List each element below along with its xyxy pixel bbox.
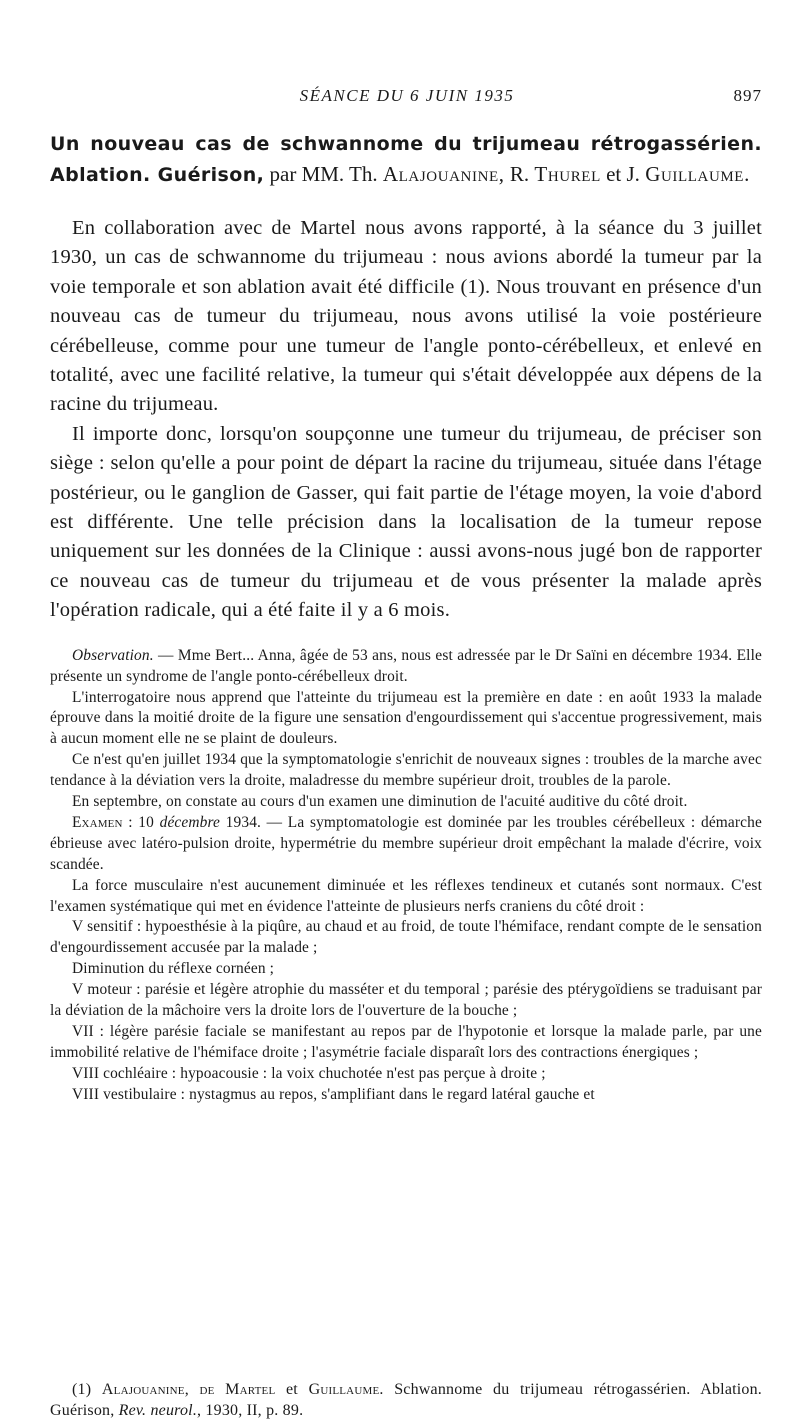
title-par: par MM. Th.	[269, 162, 378, 186]
examen-label: Examen	[72, 813, 123, 831]
observation-paragraph-4: En septembre, on constate au cours d'un examen une diminution de l'acuité auditive du côté droit.	[72, 793, 688, 811]
footnote-authors: Alajouanine, de Martel	[101, 1381, 276, 1398]
footnote-et: et	[275, 1381, 309, 1398]
observation-label: Observation.	[72, 646, 154, 664]
article-title	[50, 128, 762, 190]
observation-paragraph-1	[50, 646, 762, 688]
examen-date: décembre	[159, 813, 221, 831]
observation-paragraph-11: VIII cochléaire : hypoacousie : la voix chuchotée n'est pas perçue à droite ;	[72, 1064, 546, 1082]
author-initial-r: R.	[509, 162, 530, 186]
examen-paragraph	[50, 813, 762, 876]
footnote-title: Schwannome du trijumeau rétrogassérien. Ablation. Guérison,	[50, 1381, 763, 1419]
title-main: Un nouveau cas de schwannome du trijumeau rétrogassérien. Ablation. Guérison,	[50, 133, 762, 186]
running-header	[52, 86, 762, 114]
running-title: SÉANCE DU 6 JUIN 1935	[299, 86, 515, 105]
author-guillaume: Guillaume.	[645, 162, 750, 186]
examen-sep: : 10	[122, 813, 160, 831]
author-alajouanine: Alajouanine,	[382, 162, 505, 186]
examen-text: 1934. — La symptomatologie est dominée par les troubles cérébelleux : démarche ébrieuse avec latéro-pulsion droite, hypermétrie du membre supérieur droit empêchant la malade d'écrire, voix scandée.	[50, 813, 762, 873]
observation-intro: — Mme Bert... Anna, âgée de 53 ans, nous est adressée par le Dr Saïni en décembre 1934. Elle présente un syndrome de l'angle ponto-cérébelleux droit.	[50, 646, 762, 685]
footnote-number: (1)	[72, 1381, 92, 1398]
page-number: 897	[733, 86, 762, 105]
observation-paragraph-7: V sensitif : hypoesthésie à la piqûre, au chaud et au froid, de toute l'hémiface, rendant compte de le sensation d'engourdissement accusée par la malade ;	[50, 918, 762, 957]
observation-paragraph-12: VIII vestibulaire : nystagmus au repos, s'amplifiant dans le regard latéral gauche et	[72, 1085, 595, 1103]
article	[50, 128, 762, 1106]
footnote-reference: , 1930, II, p. 89.	[197, 1402, 304, 1419]
observation-paragraph-2: L'interrogatoire nous apprend que l'atteinte du trijumeau est la première en date : en août 1933 la malade éprouve dans la moitié droite de la figure une sensation d'engourdissement qui s'accentue progressivement, mais à aucun moment elle ne se plaint de douleurs.	[50, 688, 762, 748]
author-thurel: Thurel	[534, 162, 601, 186]
footnote-author3: Guillaume.	[308, 1381, 384, 1398]
observation-paragraph-10: VII : légère parésie faciale se manifestant au repos par de l'hypotonie et lorsque la malade parle, par une immobilité relative de l'hémiface droite ; l'asymétrie faciale disparaît lors des contractions énergiques ;	[50, 1023, 762, 1061]
title-et: et	[606, 162, 622, 186]
observation-paragraph-9: V moteur : parésie et légère atrophie du masséter et du temporal ; parésie des ptérygoïdiens se traduisant par la déviation de la mâchoire vers la droite lors de l'ouverture de la bouche ;	[50, 981, 762, 1020]
body-paragraph-1: En collaboration avec de Martel nous avons rapporté, à la séance du 3 juillet 1930, un cas de schwannome du trijumeau : nous avions abordé la tumeur par la voie temporale et son ablation avait été difficile (1). Nous trouvant en présence d'un nouveau cas de tumeur du trijumeau, nous avons utilisé la voie postérieure cérébelleuse, comme pour une tumeur de l'angle ponto-cérébelleux, et enlevé en totalité, avec une facilité relative, la tumeur qui s'était développée aux dépens de la racine du trijumeau.	[50, 217, 762, 416]
body-paragraph-2: Il importe donc, lorsqu'on soupçonne une tumeur du trijumeau, de préciser son siège : selon qu'elle a pour point de départ la racine du trijumeau, située dans l'étage postérieur, ou le ganglion de Gasser, qui fait partie de l'étage moyen, la voie d'abord est différente. Une telle précision dans la localisation de la tumeur repose uniquement sur les données de la Clinique : aussi avons-nous jugé bon de rapporter ce nouveau cas de tumeur du trijumeau et de vous présenter la malade après l'opération radicale, qui a été faite il y a 6 mois.	[50, 422, 762, 622]
observation-paragraph-8: Diminution du réflexe cornéen ;	[72, 960, 275, 978]
footnote	[50, 1379, 762, 1421]
observation-paragraph-3: Ce n'est qu'en juillet 1934 que la symptomatologie s'enrichit de nouveaux signes : troubles de la marche avec tendance à la déviation vers la droite, maladresse du membre supérieur droit, troubles de la parole.	[50, 751, 762, 790]
author-initial-j: J.	[626, 162, 640, 186]
footnote-journal: Rev. neurol.	[118, 1402, 198, 1419]
observation-paragraph-6: La force musculaire n'est aucunement diminuée et les réflexes tendineux et cutanés sont normaux. C'est l'examen systématique qui met en évidence l'atteinte de plusieurs nerfs craniens du côté droit :	[50, 876, 762, 915]
